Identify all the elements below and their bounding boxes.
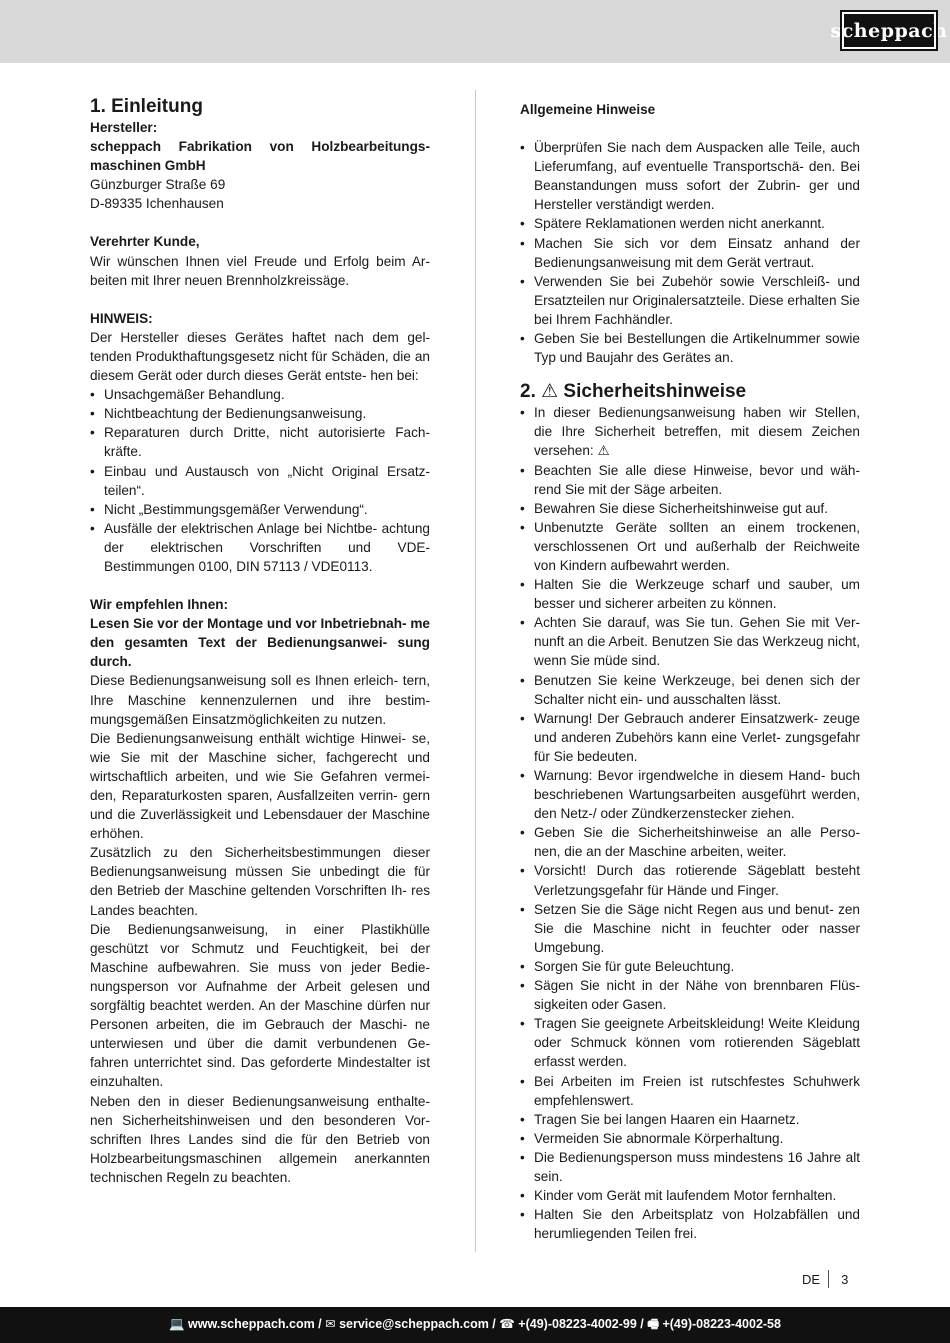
list-item: • Benutzen Sie keine Werkzeuge, bei denen sich der Schalter nicht ein- und ausschalten lässt. [520,671,860,709]
left-column [90,96,430,1187]
list-item: • Halten Sie die Werkzeuge scharf und sauber, um besser und sicherer arbeiten zu können. [520,575,860,613]
list-item: • Einbau und Austausch von „Nicht Original Ersatz- teilen“. [90,462,430,500]
list-item: • Warnung! Der Gebrauch anderer Einsatzwerk- zeuge und anderen Zubehörs kann eine Verlet- zungsgefahr für Sie bedeuten. [520,709,860,766]
hinweis-list [90,385,430,576]
list-item: • Unbenutzte Geräte sollten an einem trockenen, verschlossenen Ort und außerhalb der Reichweite von Kindern aufbewahrt werden. [520,518,860,575]
list-item: • Spätere Reklamationen werden nicht anerkannt. [520,214,860,233]
list-item: • Achten Sie darauf, was Sie tun. Gehen Sie mit Ver- nunft an die Arbeit. Benutzen Sie das Werkzeug nicht, wenn Sie müde sind. [520,613,860,670]
header-bar [0,0,950,63]
list-item: • Bewahren Sie diese Sicherheitshinweise gut auf. [520,499,860,518]
section-title-safety: 2. ⚠ Sicherheitshinweise [520,381,747,403]
list-item: • Geben Sie die Sicherheitshinweise an alle Perso- nen, die an der Maschine arbeiten, weiter. [520,823,860,861]
list-item: • Nichtbeachtung der Bedienungsanweisung. [90,404,430,423]
right-column [520,96,860,1243]
paragraph: Die Bedienungsanweisung enthält wichtige Hinwei- se, wie Sie mit der Maschine sicher, fachgerecht und wirtschaftlich arbeiten, und wie Sie Gefahren vermei- den, Reparaturkosten sparen, Ausfallzeiten verrin- gern und die Zuverlässigkeit und Lebensdauer der Maschine erhöhen. [90,730,430,842]
list-item: • Bei Arbeiten im Freien ist rutschfestes Schuhwerk empfehlenswert. [520,1072,860,1110]
list-item: • Setzen Sie die Säge nicht Regen aus und benut- zen Sie die Maschine nicht in feuchter oder nasser Umgebung. [520,900,860,957]
list-item: • Überprüfen Sie nach dem Auspacken alle Teile, auch Lieferumfang, auf eventuelle Transportschä- den. Bei Beanstandungen muss sofort der Zubrin- ger und Hersteller verständigt werden. [520,138,860,214]
contact-info: 💻 www.scheppach.com / ✉ service@scheppach.com / ☎ +(49)-08223-4002-99 / 🖷 +(49)-08223-4002-58 [169,1316,781,1331]
greeting: Verehrter Kunde, [90,234,200,250]
list-item: • Ausfälle der elektrischen Anlage bei Nichtbe- achtung der elektrischen Vorschriften und VDE- Bestimmungen 0100, DIN 57113 / VDE0113. [90,519,430,576]
safety-list [520,403,860,1243]
list-item: • Tragen Sie bei langen Haaren ein Haarnetz. [520,1110,860,1129]
general-title: Allgemeine Hinweise [520,102,656,117]
list-item: • Beachten Sie alle diese Hinweise, bevor und wäh- rend Sie mit der Säge arbeiten. [520,461,860,499]
column-divider [475,90,476,1252]
address-street: Günzburger Straße 69 [90,177,226,193]
language-code: DE [802,1271,821,1287]
list-item: • Unsachgemäßer Behandlung. [90,385,430,404]
list-item: • Kinder vom Gerät mit laufendem Motor fernhalten. [520,1186,860,1205]
greeting-text: Wir wünschen Ihnen viel Freude und Erfolg beim Ar- beiten mit Ihrer neuen Brennholzkreissäge. [90,253,430,288]
manufacturer-label: Hersteller: [90,120,158,135]
contact-bar [0,1307,950,1343]
list-item: • Sorgen Sie für gute Beleuchtung. [520,957,860,976]
list-item: • Machen Sie sich vor dem Einsatz anhand der Bedienungsanweisung mit dem Gerät vertraut. [520,234,860,272]
list-item: • Nicht „Bestimmungsgemäßer Verwendung“. [90,500,430,519]
page-footer [802,1270,848,1288]
list-item: • Vorsicht! Durch das rotierende Sägeblatt besteht Verletzungsgefahr für Hände und Finger. [520,861,860,899]
list-item: • Vermeiden Sie abnormale Körperhaltung. [520,1129,860,1148]
page-number: 3 [841,1271,849,1287]
hinweis-label: HINWEIS: [90,310,153,326]
address-city: D-89335 Ichenhausen [90,196,224,212]
list-item: • Halten Sie den Arbeitsplatz von Holzabfällen und herumliegenden Teilen frei. [520,1205,860,1243]
list-item: • Geben Sie bei Bestellungen die Artikelnummer sowie Typ und Baujahr des Gerätes an. [520,329,860,367]
general-list [520,138,860,367]
recommend-bold: Lesen Sie vor der Montage und vor Inbetriebnah- me den gesamten Text der Bedienungsanwei- sung durch. [90,616,430,670]
list-item: • Sägen Sie nicht in der Nähe von brennbaren Flüs- sigkeiten oder Gasen. [520,976,860,1014]
hinweis-text: Der Hersteller dieses Gerätes haftet nach dem gel- tenden Produkthaftungsgesetz nicht für Schäden, die an diesem Gerät oder durch dieses Gerät entste- hen bei: [90,329,430,384]
list-item: • Reparaturen durch Dritte, nicht autorisierte Fach- kräfte. [90,423,430,461]
recommend-label: Wir empfehlen Ihnen: [90,597,229,613]
list-item: • Warnung: Bevor irgendwelche in diesem Hand- buch beschriebenen Wartungsarbeiten ausgeführt werden, den Netz-/ oder Zündkerzenstecker ziehen. [520,766,860,823]
list-item: • Verwenden Sie bei Zubehör sowie Verschleiß- und Ersatzteilen nur Originalersatzteile. Diese erhalten Sie bei Ihrem Fachhändler. [520,272,860,329]
list-item: • In dieser Bedienungsanweisung haben wir Stellen, die Ihre Sicherheit betreffen, mit diesem Zeichen versehen: ⚠ [520,403,860,460]
paragraph: Die Bedienungsanweisung, in einer Plastikhülle geschützt vor Schmutz und Feuchtigkeit, bei der Maschine aufbewahren. Sie muss von jeder Bedie- nungsperson vor Aufnahme der Arbeit gelesen und sorgfältig beachtet werden. An der Maschine dürfen nur Personen arbeiten, die im Gebrauch der Maschi- ne unterwiesen und über die damit verbundenen Ge- fahren unterrichtet sind. Das geforderte Mindestalter ist einzuhalten. [90,921,430,1090]
list-item: • Tragen Sie geeignete Arbeitskleidung! Weite Kleidung oder Schmuck können vom rotierenden Sägeblatt erfasst werden. [520,1014,860,1071]
scheppach-logo: scheppach [842,12,936,49]
paragraph: Neben den in dieser Bedienungsanweisung enthalte- nen Sicherheitshinweisen und den besonderen Vor- schriften Ihres Landes sind die für den Betrieb von Holzbearbeitungsmaschinen allgemein anerkannten technischen Regeln zu beachten. [90,1093,430,1185]
section-title-introduction: 1. Einleitung [90,96,203,117]
manufacturer-name: scheppach Fabrikation von Holzbearbeitungs- maschinen GmbH [90,139,430,174]
paragraph: Diese Bedienungsanweisung soll es Ihnen erleich- tern, Ihre Maschine kennenzulernen und ihre bestim- mungsgemäßen Einsatzmöglichkeiten zu nutzen. [90,673,430,727]
footer-separator [828,1270,829,1288]
list-item: • Die Bedienungsperson muss mindestens 16 Jahre alt sein. [520,1148,860,1186]
paragraph: Zusätzlich zu den Sicherheitsbestimmungen dieser Bedienungsanweisung müssen Sie unbedingt die für den Betrieb der Maschine geltenden Vorschriften Ih- res Landes beachten. [90,845,430,918]
